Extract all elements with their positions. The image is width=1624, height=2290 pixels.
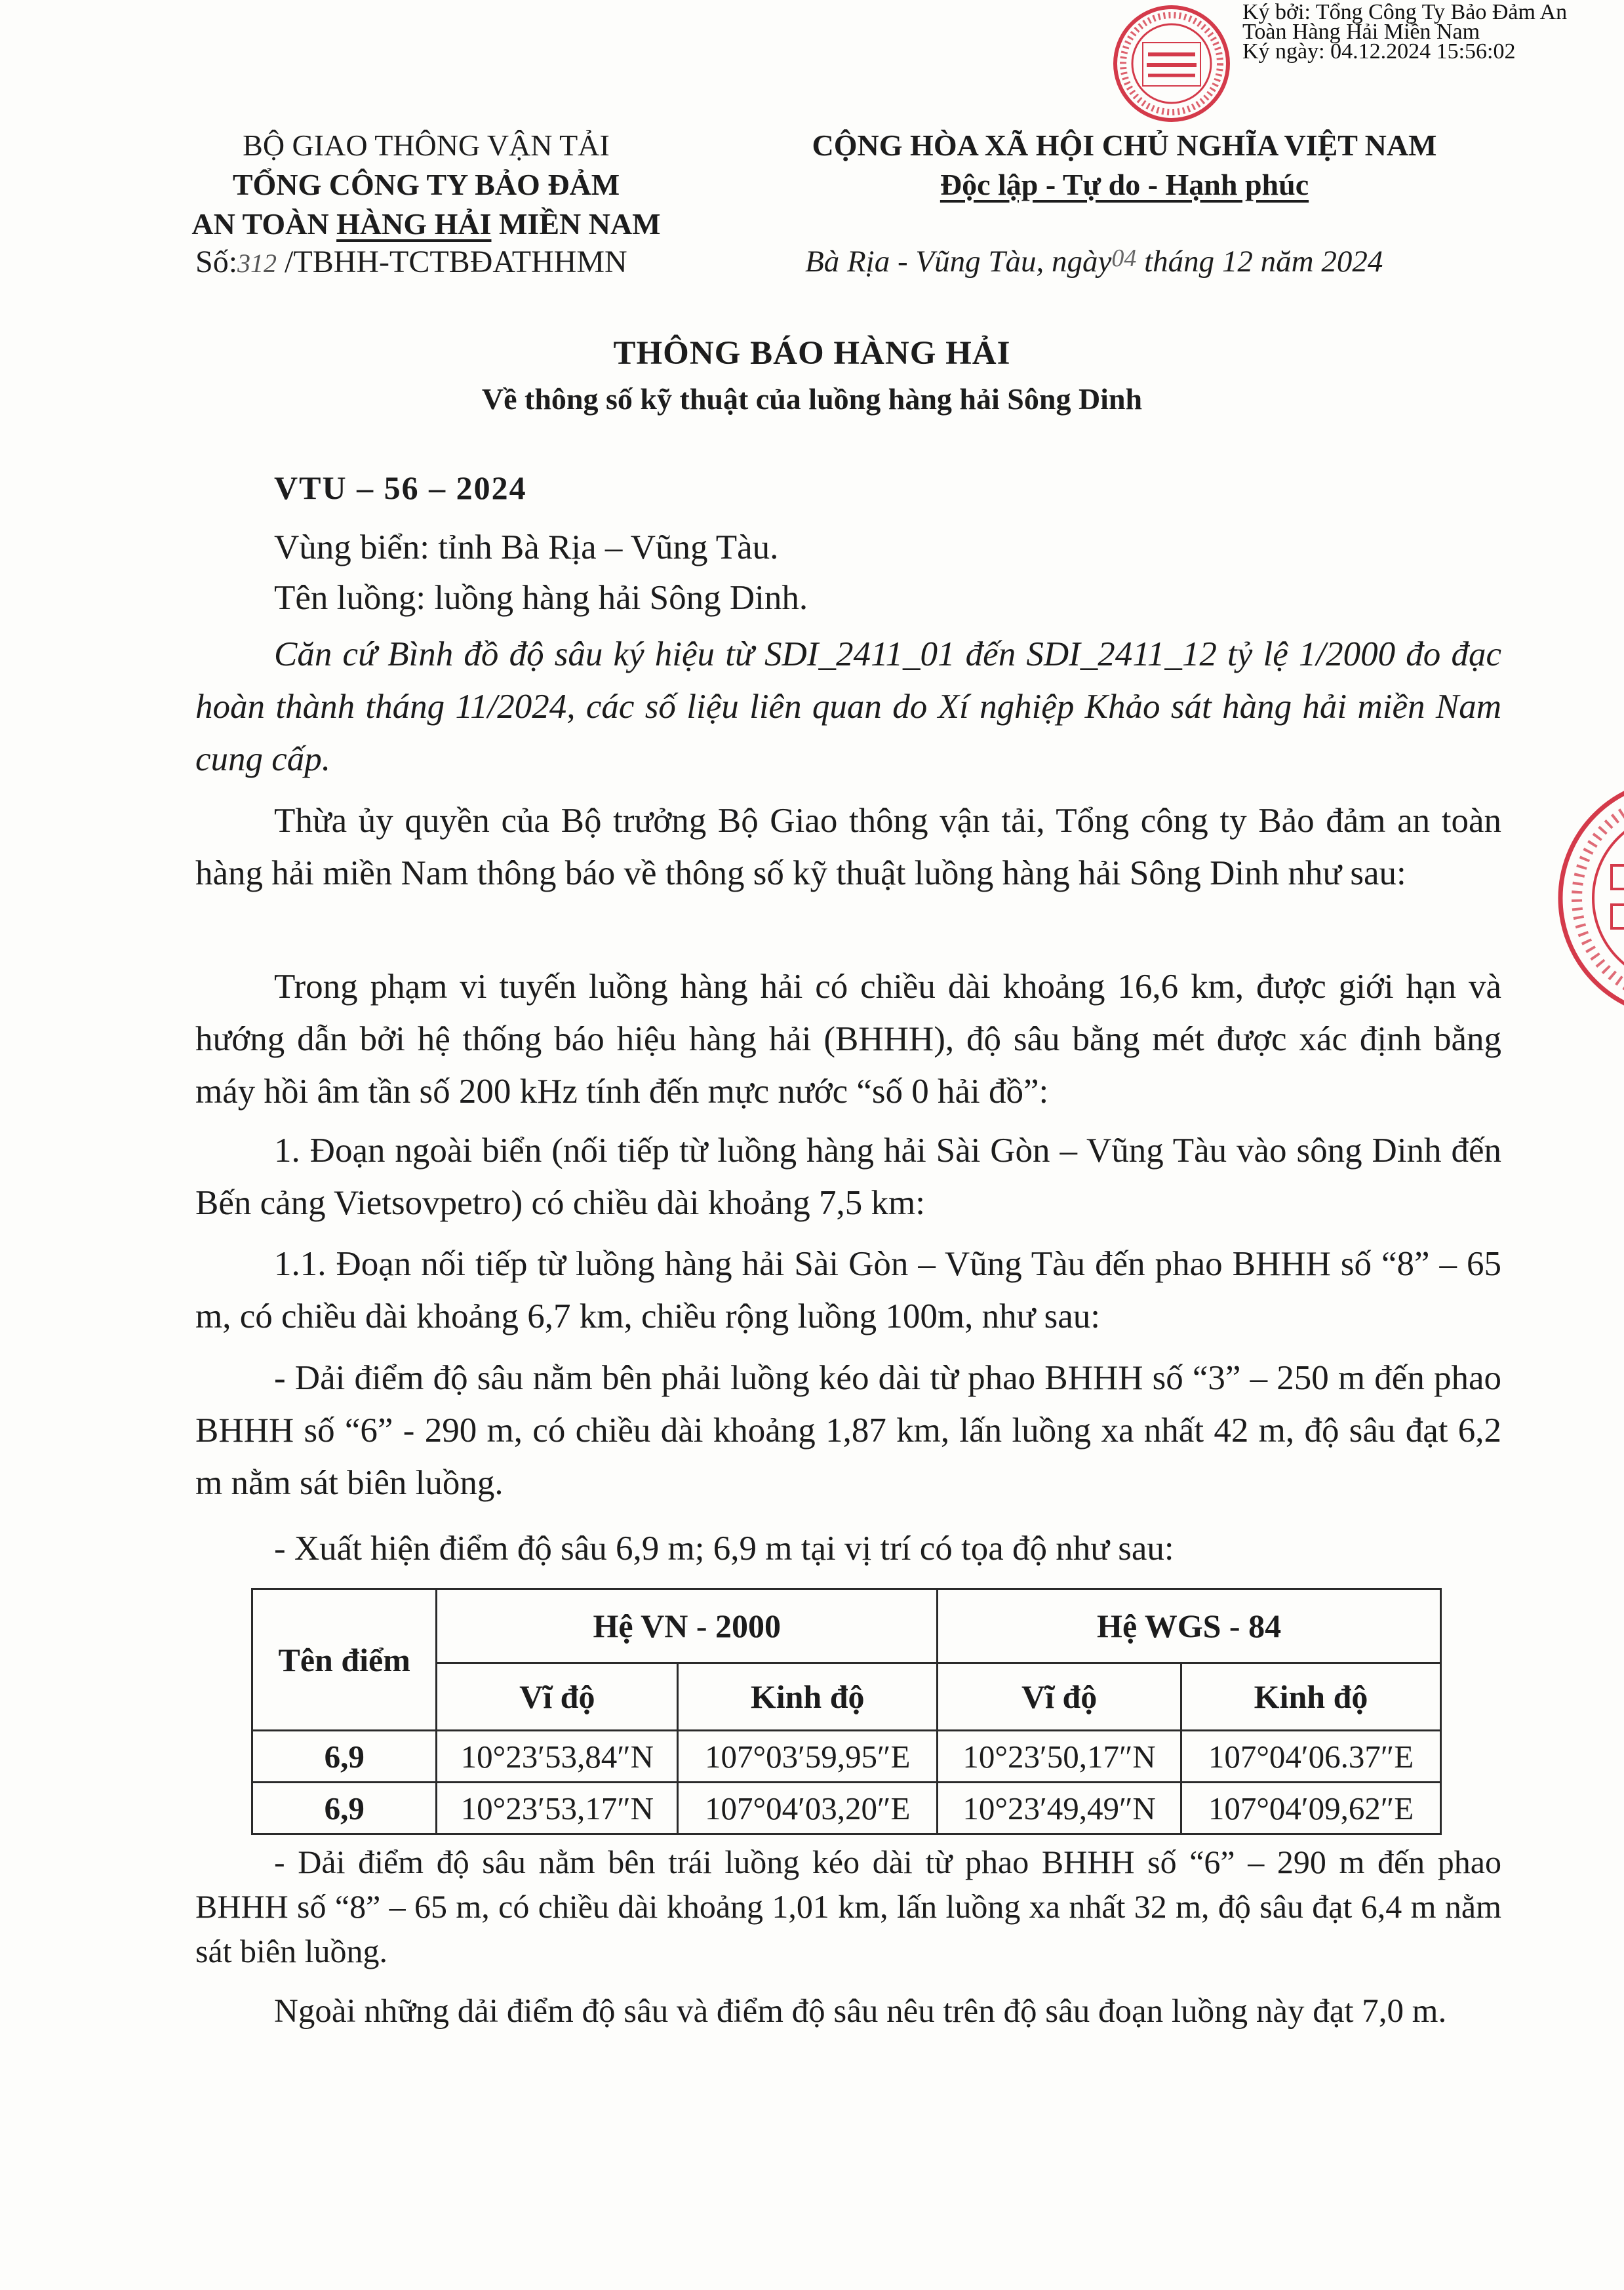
signed-by-line1: Tổng Công Ty Bảo Đảm An bbox=[1315, 0, 1568, 24]
date-suffix: tháng 12 năm 2024 bbox=[1136, 245, 1383, 279]
cell-vn-lon: 107°03′59,95″E bbox=[678, 1731, 938, 1783]
country-name: CỘNG HÒA XÃ HỘI CHỦ NGHĨA VIỆT NAM bbox=[812, 128, 1437, 162]
so-label: Số: bbox=[195, 245, 238, 279]
so-number: 312 bbox=[237, 248, 277, 278]
scope-paragraph: Trong phạm vi tuyến luồng hàng hải có chiều dài khoảng 16,6 km, được giới hạn và hướng dẫn bởi hệ thống báo hiệu hàng hải (BHHH), độ sâu bằng mét được xác định bằng máy hồi âm tần số 200 kHz tính đến mực nước “số 0 hải đồ”: bbox=[195, 968, 1501, 1111]
header-point-name: Tên điểm bbox=[252, 1589, 437, 1731]
signed-date-label: Ký ngày: bbox=[1242, 39, 1325, 64]
header-vn-lat: Vĩ độ bbox=[437, 1663, 678, 1731]
notice-subtitle: Về thông số kỹ thuật của luồng hàng hải Sông Dinh bbox=[481, 382, 1143, 416]
points-intro: - Xuất hiện điểm độ sâu 6,9 m; 6,9 m tại vị trí có tọa độ như sau: bbox=[274, 1530, 1174, 1568]
notice-code: VTU – 56 – 2024 bbox=[274, 469, 527, 506]
header-wgs-lon: Kinh độ bbox=[1181, 1663, 1441, 1731]
date-prefix: Bà Rịa - Vũng Tàu, ngày bbox=[805, 245, 1112, 279]
cell-vn-lon: 107°04′03,20″E bbox=[678, 1783, 938, 1834]
section-1: 1. Đoạn ngoài biển (nối tiếp từ luồng hàng hải Sài Gòn – Vũng Tàu vào sông Dinh đến Bến cảng Vietsovpetro) có chiều dài khoảng 7,5 km: bbox=[195, 1132, 1501, 1222]
authority-paragraph: Thừa ủy quyền của Bộ trưởng Bộ Giao thông vận tải, Tổng công ty Bảo đảm an toàn hàng hải miền Nam thông báo về thông số kỹ thuật luồng hàng hải Sông Dinh như sau: bbox=[195, 802, 1501, 892]
corp-part-a: AN TOÀN bbox=[191, 207, 337, 241]
notice-title: THÔNG BÁO HÀNG HẢI bbox=[613, 335, 1011, 372]
corporation-name-line2 bbox=[177, 205, 675, 244]
cell-wgs-lon: 107°04′09,62″E bbox=[1181, 1783, 1441, 1834]
cell-wgs-lat: 10°23′50,17″N bbox=[938, 1731, 1181, 1783]
company-seal-stamp bbox=[1111, 3, 1233, 125]
channel-name: Tên luồng: luồng hàng hải Sông Dinh. bbox=[274, 579, 808, 617]
signed-date: 04.12.2024 15:56:02 bbox=[1330, 39, 1516, 64]
document-number bbox=[195, 244, 627, 280]
cell-point: 6,9 bbox=[252, 1731, 437, 1783]
cell-wgs-lon: 107°04′06.37″E bbox=[1181, 1731, 1441, 1783]
coordinates-table bbox=[251, 1588, 1442, 1835]
cell-vn-lat: 10°23′53,17″N bbox=[437, 1783, 678, 1834]
left-strip-paragraph: - Dải điểm độ sâu nằm bên trái luồng kéo dài từ phao BHHH số “6” – 290 m đến phao BHHH số “8” – 65 m, có chiều dài khoảng 1,01 km, lấn luồng xa nhất 32 m, độ sâu đạt 6,4 m nằm sát biên luồng. bbox=[195, 1844, 1501, 1969]
table-row bbox=[252, 1731, 1441, 1783]
conclusion-paragraph: Ngoài những dải điểm độ sâu và điểm độ sâu nêu trên độ sâu đoạn luồng này đạt 7,0 m. bbox=[274, 1993, 1447, 2030]
signed-by-label: Ký bởi: bbox=[1242, 0, 1311, 24]
issue-date bbox=[805, 244, 1383, 279]
corp-part-b: HÀNG HẢI bbox=[336, 207, 492, 241]
digital-signature-info bbox=[1242, 0, 1623, 64]
date-day: 04 bbox=[1111, 245, 1137, 272]
section-1-1: 1.1. Đoạn nối tiếp từ luồng hàng hải Sài Gòn – Vũng Tàu đến phao BHHH số “8” – 65 m, có chiều dài khoảng 6,7 km, chiều rộng luồng 100m, như sau: bbox=[195, 1245, 1501, 1335]
header-vn2000: Hệ VN - 2000 bbox=[437, 1589, 938, 1663]
cell-point: 6,9 bbox=[252, 1783, 437, 1834]
cell-wgs-lat: 10°23′49,49″N bbox=[938, 1783, 1181, 1834]
corporation-name-line1: TỔNG CÔNG TY BẢO ĐẢM bbox=[232, 168, 620, 201]
cell-vn-lat: 10°23′53,84″N bbox=[437, 1731, 678, 1783]
national-motto-block bbox=[754, 126, 1495, 205]
ministry-name: BỘ GIAO THÔNG VẬN TẢI bbox=[243, 128, 610, 162]
signed-by-line2: Toàn Hàng Hải Miền Nam bbox=[1242, 20, 1480, 44]
motto: Độc lập - Tự do - Hạnh phúc bbox=[940, 168, 1309, 201]
header-wgs84: Hệ WGS - 84 bbox=[938, 1589, 1441, 1663]
corp-part-c: MIỀN NAM bbox=[491, 207, 661, 241]
legal-basis: Căn cứ Bình đồ độ sâu ký hiệu từ SDI_2411_01 đến SDI_2411_12 tỷ lệ 1/2000 đo đạc hoàn thành tháng 11/2024, các số liệu liên quan do Xí nghiệp Khảo sát hàng hải miền Nam cung cấp. bbox=[195, 635, 1501, 778]
header-vn-lon: Kinh độ bbox=[678, 1663, 938, 1731]
partial-seal-stamp bbox=[1554, 770, 1624, 1026]
issuer-block bbox=[177, 126, 675, 244]
so-suffix: /TBHH-TCTBĐATHHMN bbox=[277, 245, 627, 279]
table-row bbox=[252, 1783, 1441, 1834]
header-wgs-lat: Vĩ độ bbox=[938, 1663, 1181, 1731]
right-strip-paragraph: - Dải điểm độ sâu nằm bên phải luồng kéo dài từ phao BHHH số “3” – 250 m đến phao BHHH số “6” - 290 m, có chiều dài khoảng 1,87 km, lấn luồng xa nhất 42 m, độ sâu đạt 6,2 m nằm sát biên luồng. bbox=[195, 1359, 1501, 1502]
sea-region: Vùng biển: tỉnh Bà Rịa – Vũng Tàu. bbox=[274, 528, 779, 566]
